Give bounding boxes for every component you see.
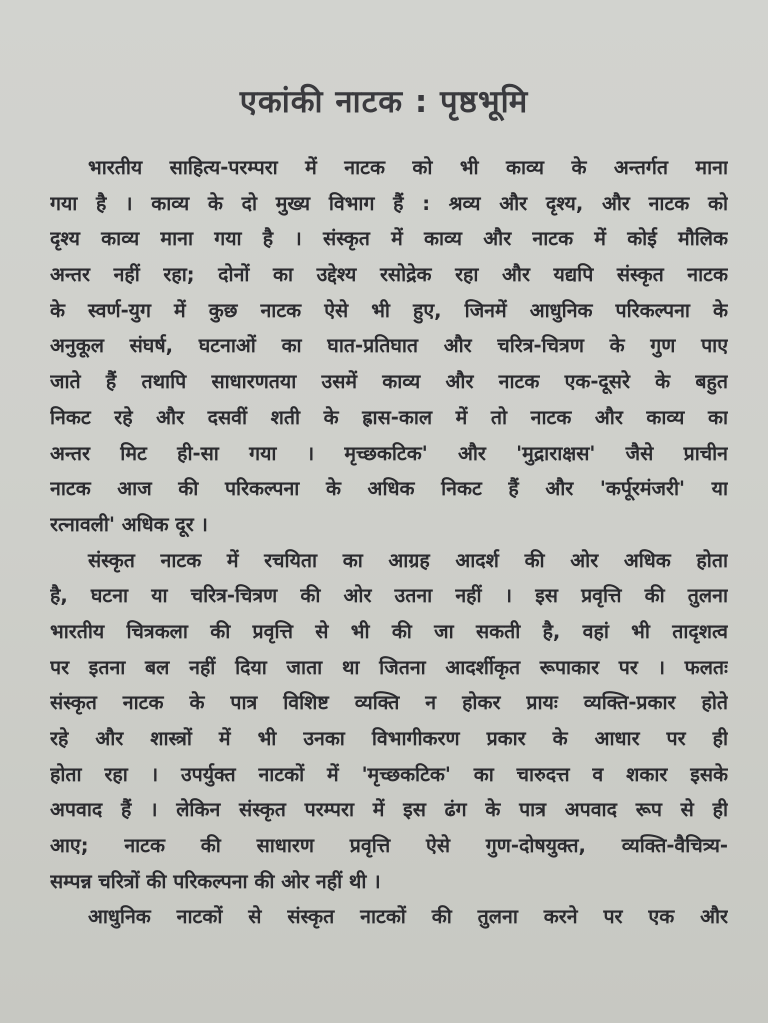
text-line: निकट रहे और दसवीं शती के ह्रास-काल में तो नाटक और काव्य का (50, 405, 728, 429)
text-line: जाते हैं तथापि साधारणतया उसमें काव्य और नाटक एक-दूसरे के बहुत (50, 370, 728, 394)
text-line: दृश्य काव्य माना गया है । संस्कृत में काव्य और नाटक में कोई मौलिक (50, 227, 728, 251)
text-line: संस्कृत नाटक के पात्र विशिष्ट व्यक्ति न होकर प्रायः व्यक्ति-प्रकार होते (50, 691, 728, 715)
text-line: आए; नाटक की साधारण प्रवृत्ति ऐसे गुण-दोषयुक्त, व्यक्ति-वैचित्र्य- (50, 834, 728, 858)
text-line: के स्वर्ण-युग में कुछ नाटक ऐसे भी हुए, जिनमें आधुनिक परिकल्पना के (50, 298, 728, 322)
text-line: रहे और शास्त्रों में भी उनका विभागीकरण प्रकार के आधार पर ही (50, 727, 728, 750)
text-line: संस्कृत नाटक में रचयिता का आग्रह आदर्श की ओर अधिक होता (88, 548, 728, 572)
text-line: अन्तर मिट ही-सा गया । मृच्छकटिक' और 'मुद्राराक्षस' जैसे प्राचीन (50, 441, 728, 465)
text-line: आधुनिक नाटकों से संस्कृत नाटकों की तुलना करने पर एक और (88, 905, 728, 929)
text-line: होता रहा । उपर्युक्त नाटकों में 'मृच्छकटिक' का चारुदत्त व शकार इसके (50, 762, 728, 786)
text-line: अन्तर नहीं रहा; दोनों का उद्देश्य रसोद्रेक रहा और यद्यपि संस्कृत नाटक (50, 263, 728, 287)
text-line: सम्पन्न चरित्रों की परिकल्पना की ओर नहीं थी । (50, 869, 381, 893)
text-line: नाटक आज की परिकल्पना के अधिक निकट हैं और 'कर्पूरमंजरी' या (50, 477, 728, 501)
page-title: एकांकी नाटक : पृष्ठभूमि (239, 84, 529, 120)
text-line: अनुकूल संघर्ष, घटनाओं का घात-प्रतिघात और चरित्र-चित्रण के गुण पाए (50, 334, 728, 358)
text-line: रत्नावली' अधिक दूर । (50, 512, 208, 536)
text-line: अपवाद हैं । लेकिन संस्कृत परम्परा में इस ढंग के पात्र अपवाद रूप से ही (50, 798, 728, 822)
text-line: भारतीय साहित्य-परम्परा में नाटक को भी काव्य के अन्तर्गत माना (88, 156, 728, 179)
text-line: गया है । काव्य के दो मुख्य विभाग हैं : श्रव्य और दृश्य, और नाटक को (50, 191, 728, 215)
text-line: भारतीय चित्रकला की प्रवृत्ति से भी की जा सकती है, वहां भी तादृशत्व (50, 619, 728, 643)
text-line: है, घटना या चरित्र-चित्रण की ओर उतना नहीं । इस प्रवृत्ति की तुलना (50, 584, 728, 608)
body-text (50, 150, 728, 935)
text-line: पर इतना बल नहीं दिया जाता था जितना आदर्शीकृत रूपाकार पर । फलतः (50, 655, 728, 679)
